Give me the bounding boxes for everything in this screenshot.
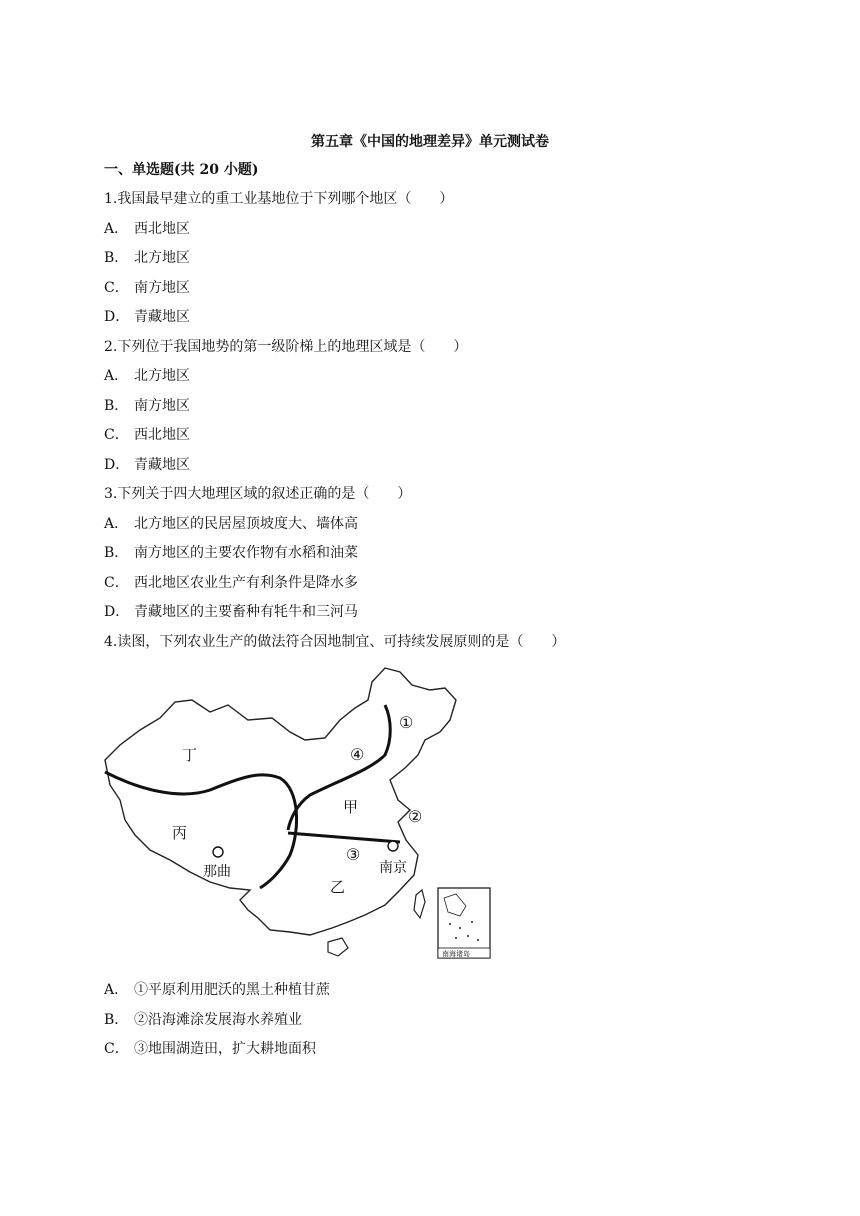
option-key: C． <box>104 280 129 296</box>
option-key: B． <box>104 545 129 561</box>
option-key: A． <box>104 221 129 237</box>
option-key: D． <box>104 604 130 620</box>
option-text: ①平原利用肥沃的黑土种植甘蔗 <box>134 982 330 998</box>
map-label-jia: 甲 <box>343 798 359 816</box>
option-text: 北方地区的民居屋顶坡度大、墙体高 <box>134 516 358 532</box>
q1-option-c[interactable] <box>104 279 190 297</box>
option-text: 北方地区 <box>134 250 190 266</box>
map-marker-1: ① <box>399 713 414 732</box>
q4-option-b[interactable] <box>104 1011 302 1029</box>
taiwan-island <box>414 890 425 918</box>
option-text: ②沿海滩涂发展海水养殖业 <box>134 1012 302 1028</box>
inset-box <box>438 888 490 958</box>
country-outline <box>105 668 456 935</box>
option-text: 青藏地区 <box>134 457 190 473</box>
option-text: 青藏地区 <box>134 309 190 325</box>
option-key: C． <box>104 1041 129 1057</box>
china-regions-map <box>100 660 495 965</box>
option-key: D． <box>104 457 130 473</box>
option-text: 西北地区农业生产有利条件是降水多 <box>134 575 358 591</box>
q3-option-a[interactable] <box>104 515 358 533</box>
question-3-stem: 3.下列关于四大地理区域的叙述正确的是（ ） <box>104 486 412 502</box>
q2-option-b[interactable] <box>104 397 190 415</box>
q3-option-c[interactable] <box>104 574 358 592</box>
option-text: 西北地区 <box>134 221 190 237</box>
section-heading: 一、单选题(共 20 小题) <box>104 162 259 178</box>
hainan-island <box>328 938 348 956</box>
boundary-line <box>105 772 297 888</box>
option-text: 南方地区 <box>134 280 190 296</box>
map-marker-2: ② <box>408 807 423 826</box>
option-text: ③地围湖造田，扩大耕地面积 <box>134 1041 316 1057</box>
option-key: C． <box>104 427 129 443</box>
inset-caption: 南海诸岛 <box>442 950 470 958</box>
naqu-marker <box>213 847 223 857</box>
option-key: B． <box>104 250 129 266</box>
map-marker-3: ③ <box>346 845 361 864</box>
q4-option-a[interactable] <box>104 981 330 999</box>
option-key: B． <box>104 1012 129 1028</box>
option-text: 北方地区 <box>134 368 190 384</box>
question-4-stem: 4.读图，下列农业生产的做法符合因地制宜、可持续发展原则的是（ ） <box>104 634 566 650</box>
map-label-ding: 丁 <box>182 746 198 764</box>
q4-option-c[interactable] <box>104 1040 316 1058</box>
boundary-line <box>288 705 390 830</box>
option-key: A． <box>104 368 129 384</box>
map-label-nanjing: 南京 <box>379 860 407 876</box>
boundary-line <box>288 833 400 842</box>
page-title: 第五章《中国的地理差异》单元测试卷 <box>311 134 549 150</box>
q3-option-d[interactable] <box>104 603 358 621</box>
q2-option-a[interactable] <box>104 367 190 385</box>
q1-option-d[interactable] <box>104 308 190 326</box>
q2-option-c[interactable] <box>104 426 190 444</box>
option-text: 西北地区 <box>134 427 190 443</box>
q3-option-b[interactable] <box>104 544 358 562</box>
q1-option-a[interactable] <box>104 220 190 238</box>
map-marker-4: ④ <box>350 745 365 764</box>
q2-option-d[interactable] <box>104 456 190 474</box>
option-key: A． <box>104 982 129 998</box>
option-text: 南方地区的主要农作物有水稻和油菜 <box>134 545 358 561</box>
option-text: 南方地区 <box>134 398 190 414</box>
map-label-bing: 丙 <box>172 824 188 842</box>
question-1-stem: 1.我国最早建立的重工业基地位于下列哪个地区（ ） <box>104 191 454 207</box>
option-key: D． <box>104 309 130 325</box>
map-label-naqu: 那曲 <box>203 864 231 880</box>
option-key: A． <box>104 516 129 532</box>
option-text: 青藏地区的主要畜种有牦牛和三河马 <box>134 604 358 620</box>
nanjing-marker <box>388 841 398 851</box>
question-2-stem: 2.下列位于我国地势的第一级阶梯上的地理区域是（ ） <box>104 339 468 355</box>
map-label-yi: 乙 <box>330 878 346 896</box>
q1-option-b[interactable] <box>104 249 190 267</box>
option-key: B． <box>104 398 129 414</box>
option-key: C． <box>104 575 129 591</box>
